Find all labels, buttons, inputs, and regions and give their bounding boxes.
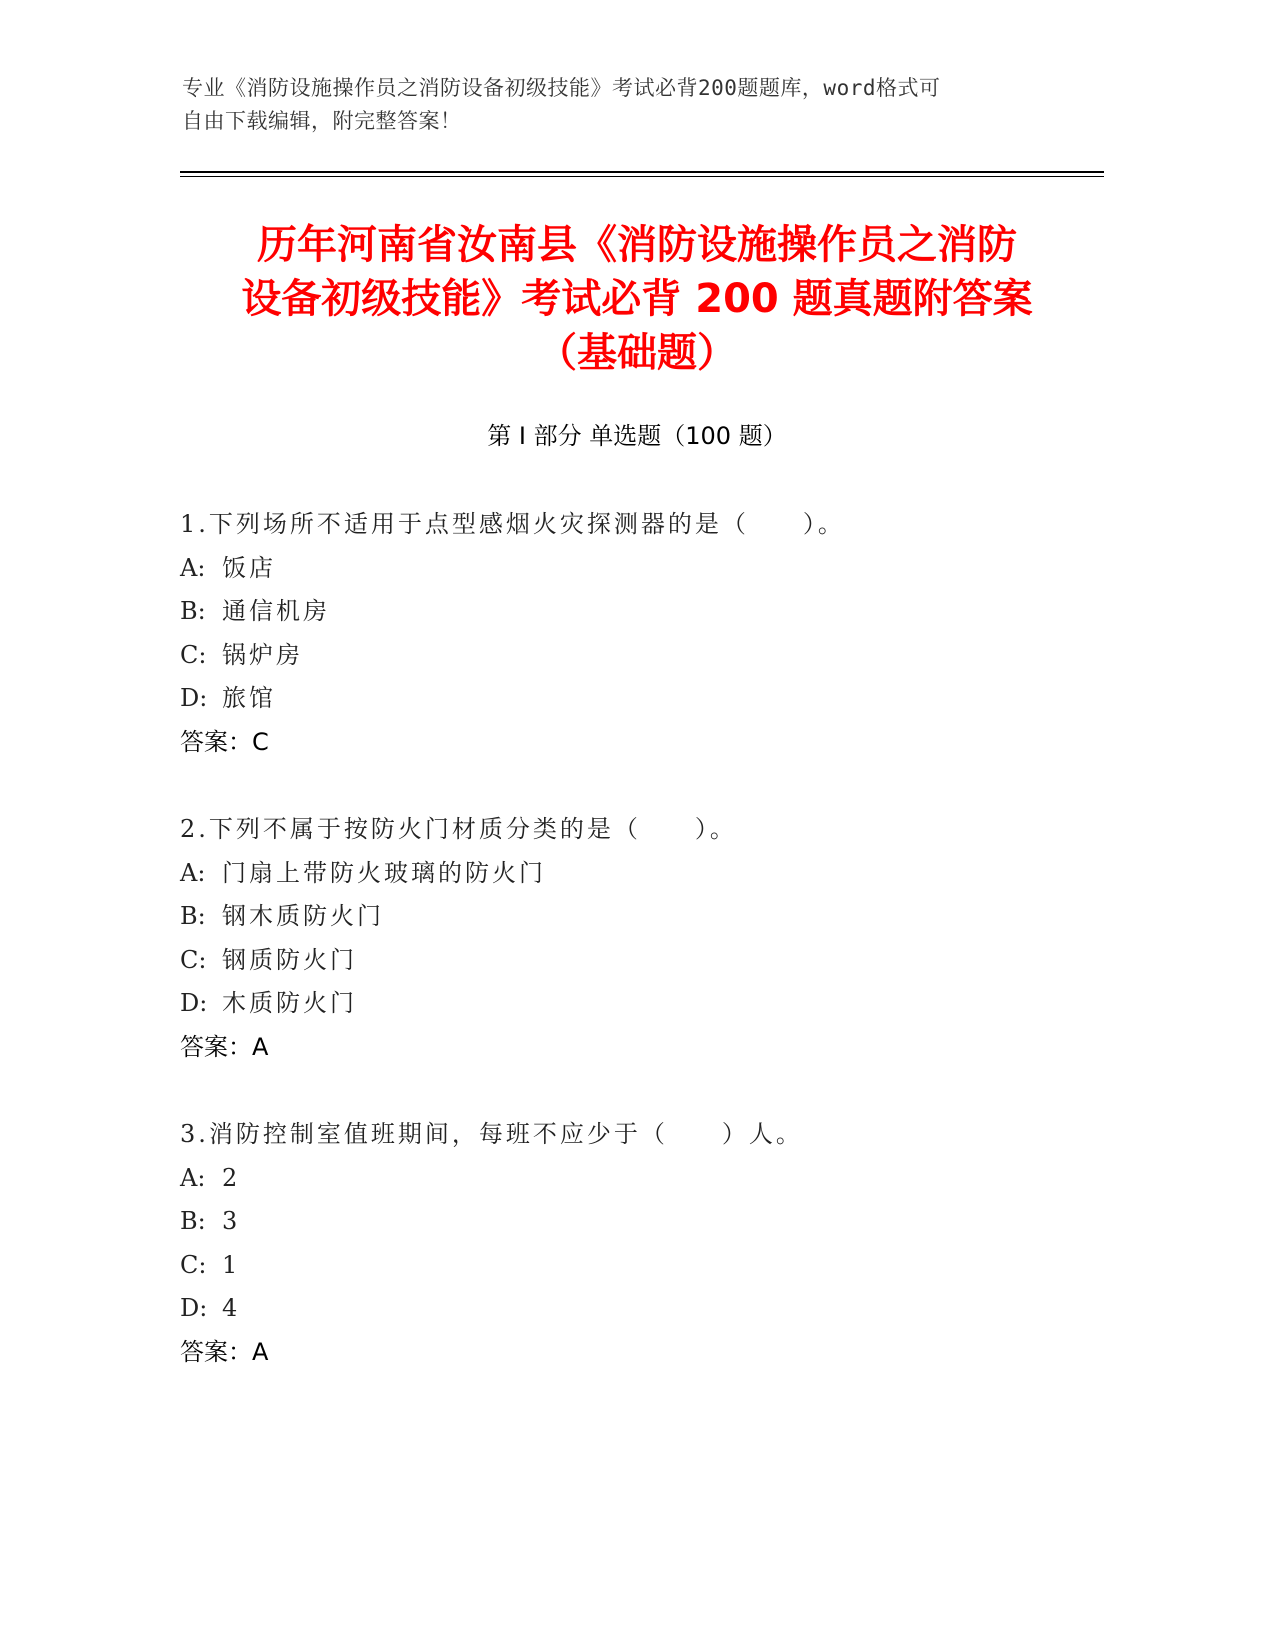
option-letter: D: [180, 684, 208, 712]
header-divider-thick [180, 171, 1104, 173]
option-a [180, 1157, 1080, 1201]
option-letter: C: [180, 640, 207, 669]
option-d [180, 1287, 1080, 1331]
option-b [180, 895, 1080, 939]
option-letter: B: [180, 902, 206, 930]
option-d [180, 677, 1080, 721]
option-text: 木质防火门 [222, 989, 357, 1017]
question-stem: 3.消防控制室值班期间，每班不应少于（ ）人。 [180, 1120, 803, 1148]
option-text: 4 [222, 1294, 241, 1322]
section-heading: 第 I 部分 单选题（100 题） [487, 422, 787, 450]
option-letter: D: [180, 989, 208, 1017]
option-letter: A: [180, 858, 206, 887]
option-text: 通信机房 [222, 597, 330, 625]
option-letter: C: [180, 1250, 207, 1279]
document-title-line-3: （基础题） [537, 330, 737, 376]
header-note-line-2: 自由下载编辑，附完整答案！ [182, 109, 462, 133]
option-letter: B: [180, 1207, 206, 1235]
answer-text: 答案：C [180, 727, 269, 756]
option-a [180, 547, 1080, 591]
question-stem: 1.下列场所不适用于点型感烟火灾探测器的是（ ）。 [180, 510, 845, 538]
option-letter: A: [180, 1163, 206, 1192]
option-c [180, 634, 1080, 678]
question-1 [180, 503, 1080, 764]
option-letter: C: [180, 945, 207, 974]
option-d [180, 982, 1080, 1026]
header-note [182, 72, 1062, 138]
option-text: 钢木质防火门 [222, 902, 384, 930]
question-2 [180, 808, 1080, 1069]
option-text: 旅馆 [222, 684, 276, 712]
question-stem: 2.下列不属于按防火门材质分类的是（ ）。 [180, 815, 737, 843]
option-text: 门扇上带防火玻璃的防火门 [222, 858, 546, 887]
option-b [180, 590, 1080, 634]
question-3 [180, 1113, 1080, 1374]
answer-text: 答案：A [180, 1032, 269, 1061]
option-letter: D: [180, 1294, 208, 1322]
document-title [180, 218, 1094, 380]
option-c [180, 939, 1080, 983]
option-text: 3 [222, 1207, 241, 1235]
option-letter: A: [180, 553, 206, 582]
answer-text: 答案：A [180, 1337, 269, 1366]
option-a [180, 852, 1080, 896]
option-letter: B: [180, 597, 206, 625]
option-text: 锅炉房 [222, 640, 303, 669]
header-divider-thin [180, 176, 1104, 177]
option-text: 钢质防火门 [222, 945, 357, 974]
option-text: 2 [222, 1163, 241, 1192]
option-text: 1 [222, 1250, 241, 1279]
document-title-line-2: 设备初级技能》考试必背 200 题真题附答案 [241, 276, 1033, 322]
option-c [180, 1244, 1080, 1288]
header-note-line-1: 专业《消防设施操作员之消防设备初级技能》考试必背200题题库，word格式可 [182, 76, 941, 100]
document-title-line-1: 历年河南省汝南县《消防设施操作员之消防 [257, 222, 1017, 268]
option-text: 饭店 [222, 553, 276, 582]
option-b [180, 1200, 1080, 1244]
